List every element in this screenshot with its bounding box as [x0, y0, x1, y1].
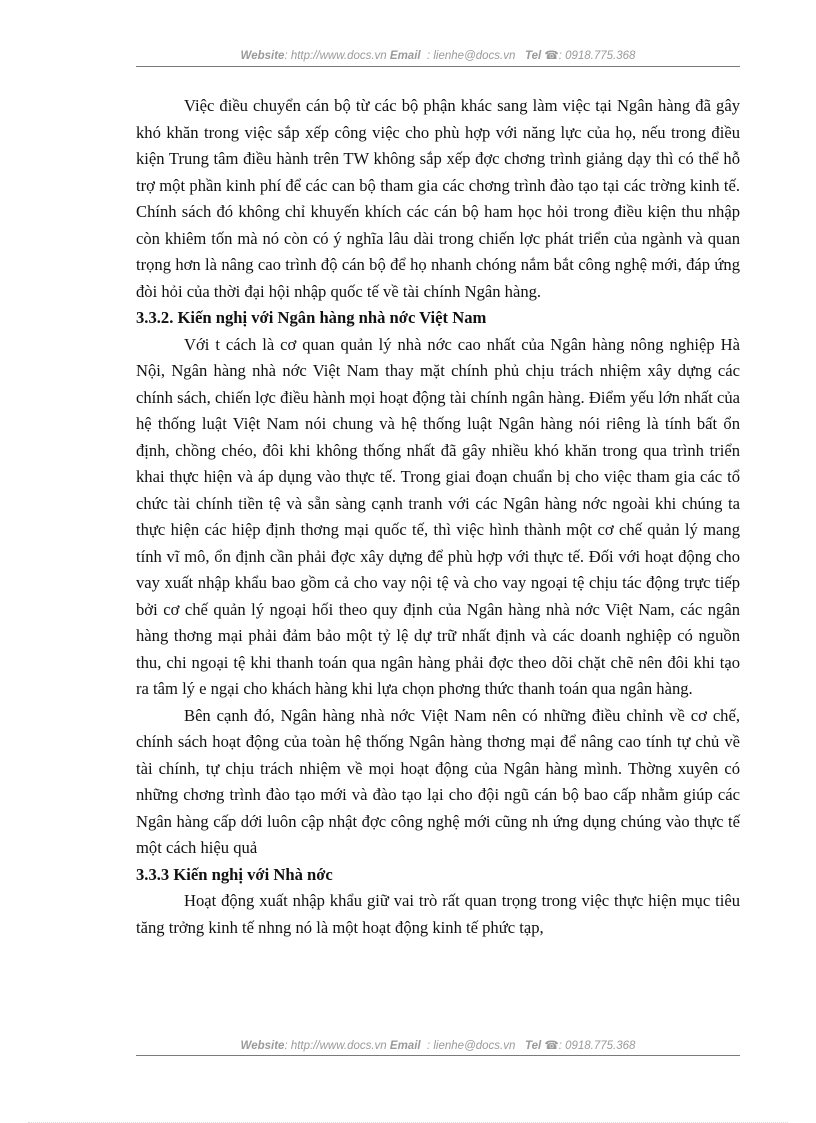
footer-website-label: Website: [240, 1040, 285, 1052]
header-email-label: Email: [389, 50, 421, 62]
header-email-address[interactable]: : lienhe@docs.vn: [426, 50, 516, 62]
footer-tel-label: Tel: [524, 1040, 542, 1052]
header-tel-number: ☎: 0918.775.368: [544, 50, 636, 62]
page-header: [136, 48, 740, 62]
footer-tel-number: ☎: 0918.775.368: [544, 1040, 636, 1052]
paragraph-import-export: Hoạt động xuất nhập khẩu giữ vai trò rất quan trọng trong việc thực hiện mục tiêu tăng trởng kinh tế nhng nó là một hoạt động kinh tế phức tạp,: [136, 891, 740, 937]
header-website-url[interactable]: : http://www.docs.vn: [284, 50, 387, 62]
paragraph-staff-transfer: Việc điều chuyển cán bộ từ các bộ phận khác sang làm việc tại Ngân hàng đã gây khó khăn trong việc sắp xếp công việc cho phù hợp với năng lực của họ, nếu trong điều kiện Trung tâm điều hành trên TW không sắp xếp đợc chơng trình giảng dạy thì có thể hỗ trợ một phần kinh phí để các can bộ tham gia các chơng trình đào tạo tại các trờng kinh tế. Chính sách đó không chỉ khuyến khích các cán bộ ham học hỏi trong điều kiện thu nhập còn khiêm tốn mà nó còn có ý nghĩa lâu dài trong chiến lợc phát triển của ngành và quan trọng hơn là nâng cao trình độ cán bộ để họ nhanh chóng nắm bắt công nghệ mới, đáp ứng đòi hỏi của thời đại hội nhập quốc tế về tài chính Ngân hàng.: [136, 96, 740, 301]
paragraph-mechanism-adjustment: Bên cạnh đó, Ngân hàng nhà nớc Việt Nam nên có những điều chỉnh về cơ chế, chính sách hoạt động của toàn hệ thống Ngân hàng thơng mại để nâng cao tính tự chủ về tài chính, tự chịu trách nhiệm về mọi hoạt động của Ngân hàng mình. Thờng xuyên có những chơng trình đào tạo mới và đào tạo lại cho đội ngũ cán bộ bao cấp nhằm giúp các Ngân hàng cấp dới luôn cập nhật đợc công nghệ mới cũng nh ứng dụng chúng vào thực tế một cách hiệu quả: [136, 705, 740, 857]
footer-website-url[interactable]: : http://www.docs.vn: [284, 1040, 387, 1052]
section-heading-3-3-2: 3.3.2. Kiến nghị với Ngân hàng nhà nớc Việt Nam: [136, 308, 487, 327]
page-footer: [136, 1038, 740, 1052]
header-divider: [136, 66, 740, 67]
document-body: [136, 93, 740, 941]
footer-email-label: Email: [389, 1040, 421, 1052]
section-heading-3-3-3: 3.3.3 Kiến nghị với Nhà nớc: [136, 864, 333, 884]
footer-email-address[interactable]: : lienhe@docs.vn: [426, 1040, 516, 1052]
header-tel-label: Tel: [524, 50, 542, 62]
header-website-label: Website: [240, 50, 285, 62]
footer-divider: [136, 1055, 740, 1056]
paragraph-state-bank-role: Với t cách là cơ quan quản lý nhà nớc cao nhất của Ngân hàng nông nghiệp Hà Nội, Ngân hàng nhà nớc Việt Nam thay mặt chính phủ chịu trách nhiệm xây dựng các chính sách, chiến lợc điều hành mọi hoạt động tài chính ngân hàng. Điểm yếu lớn nhất của hệ thống luật Việt Nam nói chung và hệ thống luật Ngân hàng nói riêng là tính bất ổn định, chồng chéo, đôi khi không thống nhất đã gây nhiều khó khăn trong qua trình triển khai thực hiện và áp dụng vào thực tế. Trong giai đoạn chuẩn bị cho việc tham gia các tổ chức tài chính tiền tệ và sẵn sàng cạnh tranh với các Ngân hàng nớc ngoài khi chúng ta thực hiện các hiệp định thơng mại quốc tế, thì việc hình thành một cơ chế quản lý mang tính vĩ mô, ổn định cần phải đợc xây dựng để phù hợp với thực tế. Đối với hoạt động cho vay xuất nhập khẩu bao gồm cả cho vay nội tệ và cho vay ngoại tệ chịu tác động trực tiếp bởi cơ chế quản lý ngoại hối theo quy định của Ngân hàng nhà nớc Việt Nam, các ngân hàng thơng mại phải đảm bảo một tỷ lệ dự trữ nhất định và các doanh nghiệp có nguồn thu, chi ngoại tệ khi thanh toán qua ngân hàng phải đợc theo dõi chặt chẽ nên đôi khi tạo ra tâm lý e ngại cho khách hàng khi lựa chọn phơng thức thanh toán qua ngân hàng.: [136, 334, 740, 698]
